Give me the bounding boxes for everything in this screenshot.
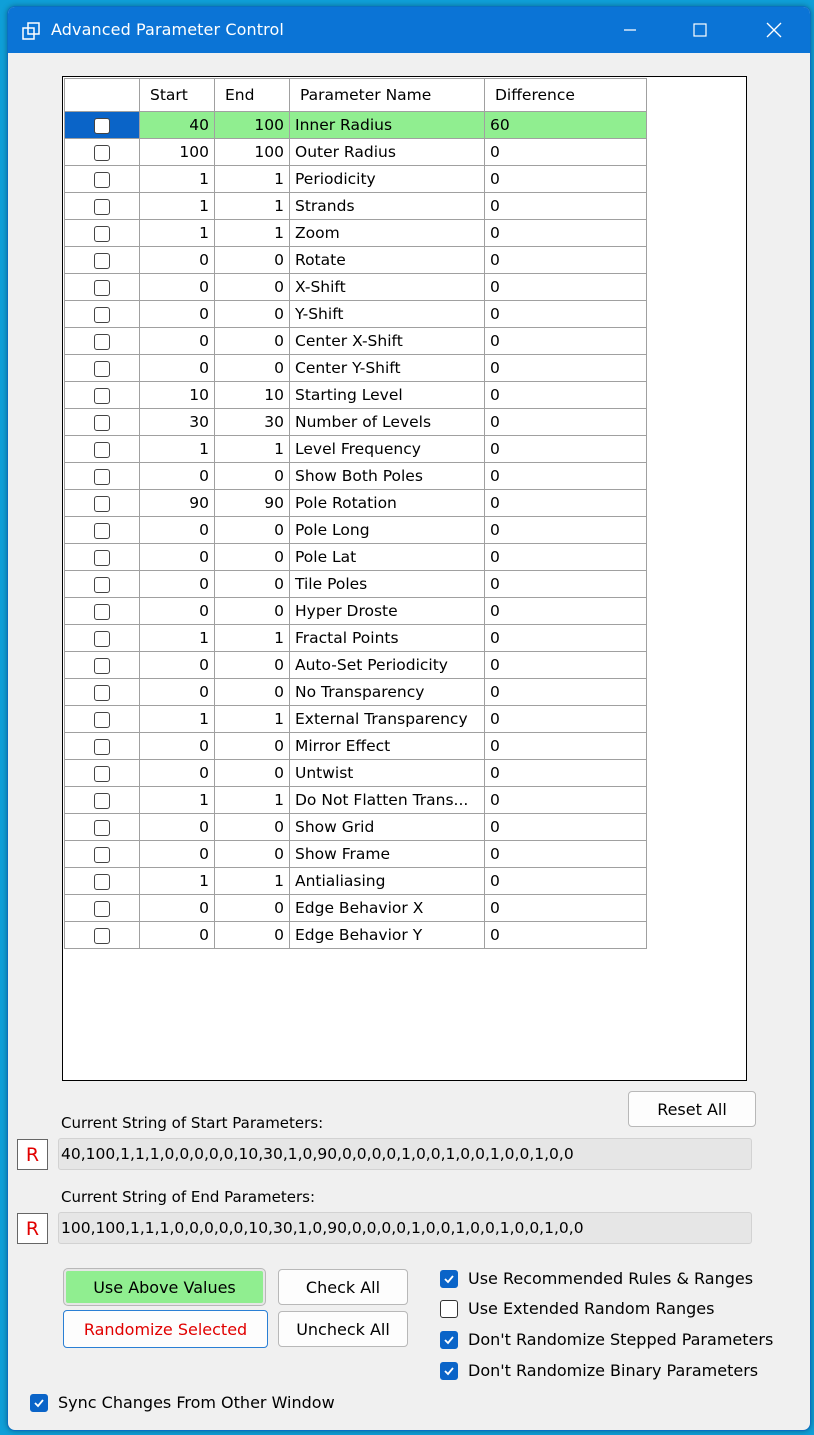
start-cell[interactable]: 0	[140, 679, 215, 706]
parameter-name-cell: Starting Level	[290, 382, 485, 409]
difference-cell: 0	[485, 814, 647, 841]
table-row[interactable]	[65, 112, 647, 139]
end-cell[interactable]: 1	[215, 787, 290, 814]
start-cell[interactable]: 90	[140, 490, 215, 517]
reset-start-r-button[interactable]: R	[17, 1139, 48, 1170]
table-row[interactable]	[65, 382, 647, 409]
difference-cell: 0	[485, 571, 647, 598]
row-checkbox[interactable]	[94, 172, 110, 188]
parameter-name-cell: Edge Behavior Y	[290, 922, 485, 949]
parameter-name-cell: Periodicity	[290, 166, 485, 193]
end-cell[interactable]: 1	[215, 868, 290, 895]
table-row[interactable]	[65, 652, 647, 679]
parameter-name-cell: X-Shift	[290, 274, 485, 301]
parameter-name-cell: Untwist	[290, 760, 485, 787]
parameter-name-cell: Antialiasing	[290, 868, 485, 895]
end-cell[interactable]: 0	[215, 517, 290, 544]
start-cell[interactable]: 0	[140, 895, 215, 922]
difference-cell: 0	[485, 706, 647, 733]
end-cell[interactable]: 1	[215, 193, 290, 220]
parameter-name-cell: Mirror Effect	[290, 733, 485, 760]
start-cell[interactable]: 0	[140, 760, 215, 787]
start-cell[interactable]: 0	[140, 733, 215, 760]
parameter-name-cell: Do Not Flatten Trans...	[290, 787, 485, 814]
start-cell[interactable]: 0	[140, 355, 215, 382]
row-select-cell[interactable]	[65, 652, 140, 679]
table-row[interactable]	[65, 409, 647, 436]
start-cell[interactable]: 0	[140, 463, 215, 490]
difference-cell: 0	[485, 679, 647, 706]
start-cell[interactable]: 0	[140, 274, 215, 301]
row-checkbox[interactable]	[94, 793, 110, 809]
check-icon	[443, 1334, 455, 1346]
row-checkbox[interactable]	[94, 523, 110, 539]
start-cell[interactable]: 0	[140, 841, 215, 868]
row-checkbox[interactable]	[94, 739, 110, 755]
option-label: Use Extended Random Ranges	[468, 1299, 715, 1318]
minimize-icon	[623, 23, 637, 37]
row-checkbox[interactable]	[94, 901, 110, 917]
sync-label: Sync Changes From Other Window	[58, 1393, 335, 1412]
minimize-button[interactable]	[600, 7, 660, 53]
end-cell[interactable]: 0	[215, 760, 290, 787]
randomize-selected-button[interactable]: Randomize Selected	[63, 1310, 268, 1348]
difference-cell: 0	[485, 247, 647, 274]
parameter-name-cell: Level Frequency	[290, 436, 485, 463]
row-checkbox[interactable]	[94, 307, 110, 323]
parameter-name-cell: Hyper Droste	[290, 598, 485, 625]
parameter-grid[interactable]	[62, 76, 747, 1081]
row-checkbox[interactable]	[94, 361, 110, 377]
start-cell[interactable]: 1	[140, 166, 215, 193]
start-cell[interactable]: 0	[140, 814, 215, 841]
row-select-cell[interactable]	[65, 841, 140, 868]
parameter-name-cell: Zoom	[290, 220, 485, 247]
end-cell[interactable]: 30	[215, 409, 290, 436]
sync-checkbox[interactable]	[30, 1394, 48, 1412]
table-row[interactable]	[65, 679, 647, 706]
difference-cell: 0	[485, 760, 647, 787]
option-0[interactable]	[440, 1269, 753, 1288]
parameter-name-cell: No Transparency	[290, 679, 485, 706]
difference-cell: 0	[485, 733, 647, 760]
end-cell[interactable]: 90	[215, 490, 290, 517]
difference-cell: 0	[485, 544, 647, 571]
column-header-difference[interactable]: Difference	[485, 79, 647, 112]
end-cell[interactable]: 100	[215, 112, 290, 139]
start-cell[interactable]: 1	[140, 868, 215, 895]
app-icon	[22, 22, 40, 40]
difference-cell: 0	[485, 166, 647, 193]
table-row[interactable]	[65, 463, 647, 490]
row-checkbox[interactable]	[94, 388, 110, 404]
end-cell[interactable]: 0	[215, 247, 290, 274]
row-checkbox[interactable]	[94, 415, 110, 431]
row-checkbox[interactable]	[94, 550, 110, 566]
end-cell[interactable]: 1	[215, 166, 290, 193]
option-2[interactable]	[440, 1330, 773, 1349]
row-checkbox[interactable]	[94, 712, 110, 728]
end-cell[interactable]: 0	[215, 841, 290, 868]
difference-cell: 0	[485, 139, 647, 166]
start-params-string-field[interactable]: 40,100,1,1,1,0,0,0,0,0,10,30,1,0,90,0,0,0,0,1,0,0,1,0,0,1,0,0,1,0,0	[58, 1138, 752, 1170]
title-bar[interactable]	[8, 7, 810, 53]
start-cell[interactable]: 0	[140, 328, 215, 355]
table-row[interactable]	[65, 760, 647, 787]
difference-cell: 0	[485, 220, 647, 247]
start-cell[interactable]: 1	[140, 193, 215, 220]
end-params-label: Current String of End Parameters:	[61, 1188, 316, 1206]
parameter-name-cell: Pole Long	[290, 517, 485, 544]
table-row[interactable]	[65, 220, 647, 247]
table-row[interactable]	[65, 895, 647, 922]
close-button[interactable]	[744, 7, 804, 53]
check-icon	[443, 1273, 455, 1285]
row-select-cell[interactable]	[65, 409, 140, 436]
table-row[interactable]	[65, 436, 647, 463]
parameter-name-cell: Show Both Poles	[290, 463, 485, 490]
difference-cell: 0	[485, 355, 647, 382]
table-row[interactable]	[65, 274, 647, 301]
row-checkbox[interactable]	[94, 874, 110, 890]
difference-cell: 0	[485, 409, 647, 436]
row-checkbox[interactable]	[94, 847, 110, 863]
option-checkbox[interactable]	[440, 1270, 458, 1288]
table-row[interactable]	[65, 355, 647, 382]
difference-cell: 60	[485, 112, 647, 139]
row-select-cell[interactable]	[65, 274, 140, 301]
start-cell[interactable]: 0	[140, 922, 215, 949]
parameter-name-cell: Edge Behavior X	[290, 895, 485, 922]
maximize-button[interactable]	[670, 7, 730, 53]
option-1[interactable]	[440, 1299, 714, 1318]
start-cell[interactable]: 0	[140, 517, 215, 544]
use-above-values-button[interactable]: Use Above Values	[64, 1269, 265, 1305]
difference-cell: 0	[485, 382, 647, 409]
start-cell[interactable]: 0	[140, 571, 215, 598]
option-checkbox[interactable]	[440, 1362, 458, 1380]
uncheck-all-button[interactable]: Uncheck All	[278, 1311, 408, 1347]
row-select-cell[interactable]	[65, 895, 140, 922]
window-title: Advanced Parameter Control	[51, 20, 284, 39]
row-checkbox[interactable]	[94, 334, 110, 350]
parameter-name-cell: Number of Levels	[290, 409, 485, 436]
parameter-name-cell: Auto-Set Periodicity	[290, 652, 485, 679]
parameter-name-cell: Pole Lat	[290, 544, 485, 571]
table-row[interactable]	[65, 139, 647, 166]
row-select-cell[interactable]	[65, 355, 140, 382]
row-checkbox[interactable]	[94, 442, 110, 458]
row-select-cell[interactable]	[65, 220, 140, 247]
difference-cell: 0	[485, 193, 647, 220]
app-window	[7, 6, 811, 1431]
end-cell[interactable]: 0	[215, 895, 290, 922]
end-cell[interactable]: 0	[215, 922, 290, 949]
row-select-cell[interactable]	[65, 787, 140, 814]
table-row[interactable]	[65, 814, 647, 841]
start-cell[interactable]: 100	[140, 139, 215, 166]
row-checkbox[interactable]	[94, 577, 110, 593]
end-cell[interactable]: 1	[215, 625, 290, 652]
start-cell[interactable]: 1	[140, 220, 215, 247]
row-checkbox[interactable]	[94, 118, 110, 134]
table-row[interactable]	[65, 922, 647, 949]
start-cell[interactable]: 10	[140, 382, 215, 409]
table-row[interactable]	[65, 328, 647, 355]
column-header-check[interactable]	[65, 79, 140, 112]
table-row[interactable]	[65, 571, 647, 598]
row-checkbox[interactable]	[94, 496, 110, 512]
row-select-cell[interactable]	[65, 625, 140, 652]
option-label: Use Recommended Rules & Ranges	[468, 1269, 754, 1288]
reset-all-button[interactable]: Reset All	[628, 1091, 756, 1127]
start-cell[interactable]: 0	[140, 598, 215, 625]
row-select-cell[interactable]	[65, 328, 140, 355]
end-cell[interactable]: 10	[215, 382, 290, 409]
row-select-cell[interactable]	[65, 517, 140, 544]
row-checkbox[interactable]	[94, 820, 110, 836]
parameter-name-cell: External Transparency	[290, 706, 485, 733]
difference-cell: 0	[485, 895, 647, 922]
column-header-parameter-name[interactable]: Parameter Name	[290, 79, 485, 112]
difference-cell: 0	[485, 652, 647, 679]
end-cell[interactable]: 0	[215, 679, 290, 706]
start-cell[interactable]: 0	[140, 544, 215, 571]
difference-cell: 0	[485, 274, 647, 301]
difference-cell: 0	[485, 868, 647, 895]
table-row[interactable]	[65, 706, 647, 733]
sync-changes-option[interactable]	[30, 1393, 335, 1412]
row-select-cell[interactable]	[65, 139, 140, 166]
difference-cell: 0	[485, 625, 647, 652]
grid-header-row	[65, 79, 647, 112]
parameter-name-cell: Inner Radius	[290, 112, 485, 139]
row-select-cell[interactable]	[65, 247, 140, 274]
end-cell[interactable]: 0	[215, 652, 290, 679]
parameter-name-cell: Pole Rotation	[290, 490, 485, 517]
start-cell[interactable]: 1	[140, 436, 215, 463]
difference-cell: 0	[485, 436, 647, 463]
difference-cell: 0	[485, 490, 647, 517]
parameter-name-cell: Rotate	[290, 247, 485, 274]
end-cell[interactable]: 0	[215, 301, 290, 328]
row-select-cell[interactable]	[65, 193, 140, 220]
end-cell[interactable]: 1	[215, 220, 290, 247]
row-select-cell[interactable]	[65, 868, 140, 895]
parameter-name-cell: Center Y-Shift	[290, 355, 485, 382]
end-cell[interactable]: 0	[215, 814, 290, 841]
option-3[interactable]	[440, 1361, 758, 1380]
table-row[interactable]	[65, 841, 647, 868]
parameter-name-cell: Fractal Points	[290, 625, 485, 652]
table-row[interactable]	[65, 193, 647, 220]
end-cell[interactable]: 0	[215, 733, 290, 760]
row-select-cell[interactable]	[65, 814, 140, 841]
row-checkbox[interactable]	[94, 685, 110, 701]
start-cell[interactable]: 1	[140, 625, 215, 652]
difference-cell: 0	[485, 517, 647, 544]
parameter-name-cell: Y-Shift	[290, 301, 485, 328]
parameter-table	[64, 78, 647, 949]
option-checkbox[interactable]	[440, 1300, 458, 1318]
row-select-cell[interactable]	[65, 301, 140, 328]
row-checkbox[interactable]	[94, 253, 110, 269]
row-select-cell[interactable]	[65, 679, 140, 706]
row-select-cell[interactable]	[65, 706, 140, 733]
row-select-cell[interactable]	[65, 463, 140, 490]
table-row[interactable]	[65, 517, 647, 544]
row-checkbox[interactable]	[94, 469, 110, 485]
reset-end-r-button[interactable]: R	[17, 1213, 48, 1244]
parameter-name-cell: Strands	[290, 193, 485, 220]
table-row[interactable]	[65, 166, 647, 193]
end-params-string-field[interactable]: 100,100,1,1,1,0,0,0,0,0,10,30,1,0,90,0,0,0,0,1,0,0,1,0,0,1,0,0,1,0,0	[58, 1212, 752, 1244]
row-select-cell[interactable]	[65, 571, 140, 598]
start-cell[interactable]: 0	[140, 301, 215, 328]
row-select-cell[interactable]	[65, 166, 140, 193]
row-select-cell[interactable]	[65, 598, 140, 625]
start-cell[interactable]: 0	[140, 247, 215, 274]
maximize-icon	[693, 23, 707, 37]
row-checkbox[interactable]	[94, 631, 110, 647]
difference-cell: 0	[485, 598, 647, 625]
start-cell[interactable]: 1	[140, 706, 215, 733]
parameter-name-cell: Show Frame	[290, 841, 485, 868]
parameter-name-cell: Outer Radius	[290, 139, 485, 166]
row-select-cell[interactable]	[65, 382, 140, 409]
difference-cell: 0	[485, 301, 647, 328]
check-all-button[interactable]: Check All	[278, 1269, 408, 1305]
table-row[interactable]	[65, 787, 647, 814]
difference-cell: 0	[485, 463, 647, 490]
row-select-cell[interactable]	[65, 733, 140, 760]
table-row[interactable]	[65, 301, 647, 328]
table-row[interactable]	[65, 598, 647, 625]
difference-cell: 0	[485, 841, 647, 868]
row-checkbox[interactable]	[94, 658, 110, 674]
parameter-name-cell: Show Grid	[290, 814, 485, 841]
row-select-cell[interactable]	[65, 922, 140, 949]
table-row[interactable]	[65, 625, 647, 652]
start-params-label: Current String of Start Parameters:	[61, 1114, 324, 1132]
check-icon	[443, 1365, 455, 1377]
column-header-start[interactable]: Start	[140, 79, 215, 112]
table-row[interactable]	[65, 490, 647, 517]
difference-cell: 0	[485, 922, 647, 949]
row-checkbox[interactable]	[94, 766, 110, 782]
close-icon	[766, 22, 782, 38]
difference-cell: 0	[485, 328, 647, 355]
row-select-cell[interactable]	[65, 490, 140, 517]
table-row[interactable]	[65, 544, 647, 571]
row-select-cell[interactable]	[65, 112, 140, 139]
table-row[interactable]	[65, 868, 647, 895]
parameter-name-cell: Center X-Shift	[290, 328, 485, 355]
start-cell[interactable]: 40	[140, 112, 215, 139]
start-cell[interactable]: 0	[140, 652, 215, 679]
end-cell[interactable]: 0	[215, 463, 290, 490]
option-label: Don't Randomize Binary Parameters	[468, 1361, 759, 1380]
start-cell[interactable]: 30	[140, 409, 215, 436]
row-select-cell[interactable]	[65, 544, 140, 571]
table-row[interactable]	[65, 247, 647, 274]
end-cell[interactable]: 0	[215, 544, 290, 571]
start-cell[interactable]: 1	[140, 787, 215, 814]
row-checkbox[interactable]	[94, 280, 110, 296]
end-cell[interactable]: 1	[215, 436, 290, 463]
column-header-end[interactable]: End	[215, 79, 290, 112]
end-cell[interactable]: 0	[215, 355, 290, 382]
end-cell[interactable]: 0	[215, 571, 290, 598]
end-cell[interactable]: 1	[215, 706, 290, 733]
row-select-cell[interactable]	[65, 760, 140, 787]
end-cell[interactable]: 0	[215, 598, 290, 625]
row-checkbox[interactable]	[94, 199, 110, 215]
check-icon	[33, 1397, 45, 1409]
difference-cell: 0	[485, 787, 647, 814]
end-cell[interactable]: 0	[215, 274, 290, 301]
table-row[interactable]	[65, 733, 647, 760]
row-checkbox[interactable]	[94, 928, 110, 944]
row-checkbox[interactable]	[94, 145, 110, 161]
option-label: Don't Randomize Stepped Parameters	[468, 1330, 774, 1349]
row-checkbox[interactable]	[94, 226, 110, 242]
parameter-name-cell: Tile Poles	[290, 571, 485, 598]
row-select-cell[interactable]	[65, 436, 140, 463]
end-cell[interactable]: 100	[215, 139, 290, 166]
row-checkbox[interactable]	[94, 604, 110, 620]
option-checkbox[interactable]	[440, 1331, 458, 1349]
end-cell[interactable]: 0	[215, 328, 290, 355]
